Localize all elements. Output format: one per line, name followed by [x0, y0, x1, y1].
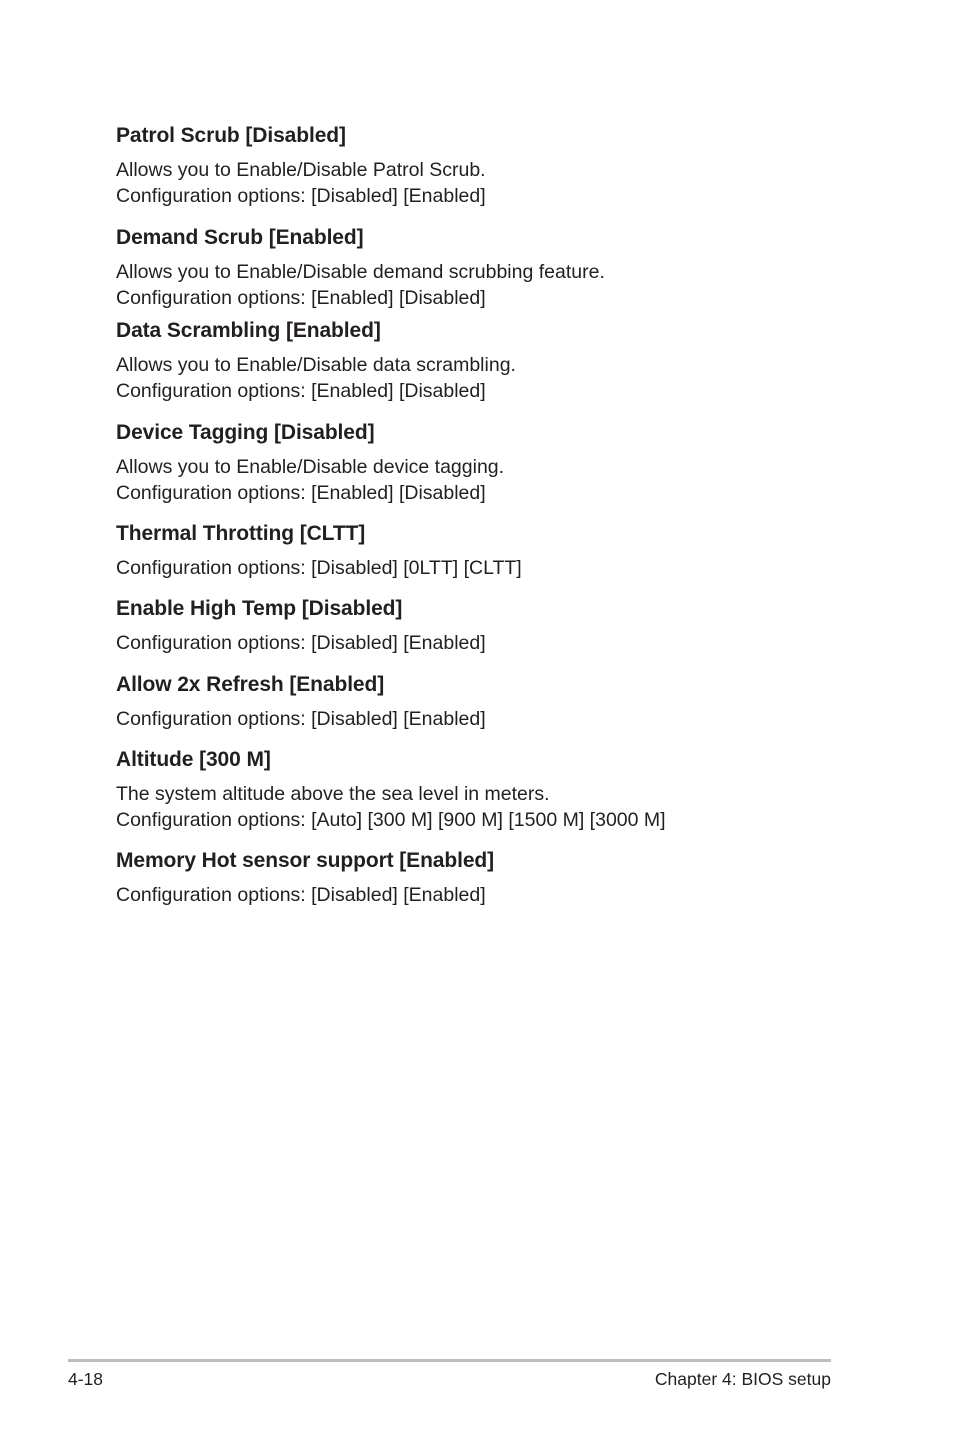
section-body	[116, 157, 876, 209]
section-title: Enable High Temp [Disabled]	[116, 597, 403, 620]
section-data-scrambling	[116, 319, 876, 404]
section-description: Allows you to Enable/Disable demand scrubbing feature.	[116, 261, 605, 283]
footer-page-number: 4-18	[68, 1369, 104, 1389]
section-memory-hot-sensor	[116, 849, 876, 908]
section-title: Demand Scrub [Enabled]	[116, 226, 364, 249]
section-description: Allows you to Enable/Disable device tagging.	[116, 456, 505, 478]
section-config-options: Configuration options: [Disabled] [Enabled]	[116, 708, 486, 730]
section-demand-scrub	[116, 226, 876, 311]
section-body	[116, 259, 876, 311]
section-allow-2x-refresh	[116, 673, 876, 732]
section-device-tagging	[116, 421, 876, 506]
section-thermal-throtting	[116, 522, 876, 581]
section-description: The system altitude above the sea level in meters.	[116, 783, 550, 805]
section-config-options: Configuration options: [Disabled] [Enabled]	[116, 185, 486, 207]
section-enable-high-temp	[116, 597, 876, 656]
section-body	[116, 454, 876, 506]
section-title: Thermal Throtting [CLTT]	[116, 522, 366, 545]
section-body	[116, 352, 876, 404]
section-config-options: Configuration options: [Disabled] [0LTT] [CLTT]	[116, 557, 522, 579]
section-config-options: Configuration options: [Auto] [300 M] [900 M] [1500 M] [3000 M]	[116, 809, 666, 831]
section-config-options: Configuration options: [Enabled] [Disabled]	[116, 380, 486, 402]
section-config-options: Configuration options: [Disabled] [Enabled]	[116, 884, 486, 906]
section-altitude	[116, 748, 876, 833]
section-body	[116, 882, 876, 908]
section-body	[116, 781, 876, 833]
section-title: Allow 2x Refresh [Enabled]	[116, 673, 385, 696]
section-title: Device Tagging [Disabled]	[116, 421, 375, 444]
section-config-options: Configuration options: [Enabled] [Disabled]	[116, 482, 486, 504]
section-patrol-scrub	[116, 124, 876, 209]
section-title: Altitude [300 M]	[116, 748, 271, 771]
section-config-options: Configuration options: [Enabled] [Disabled]	[116, 287, 486, 309]
section-config-options: Configuration options: [Disabled] [Enabled]	[116, 632, 486, 654]
section-description: Allows you to Enable/Disable data scrambling.	[116, 354, 516, 376]
section-title: Memory Hot sensor support [Enabled]	[116, 849, 495, 872]
section-title: Data Scrambling [Enabled]	[116, 319, 381, 342]
section-description: Allows you to Enable/Disable Patrol Scrub.	[116, 159, 486, 181]
section-body	[116, 706, 876, 732]
section-body	[116, 630, 876, 656]
footer-chapter-title: Chapter 4: BIOS setup	[654, 1369, 831, 1389]
footer-divider	[68, 1359, 831, 1362]
section-title: Patrol Scrub [Disabled]	[116, 124, 346, 147]
section-body	[116, 555, 876, 581]
